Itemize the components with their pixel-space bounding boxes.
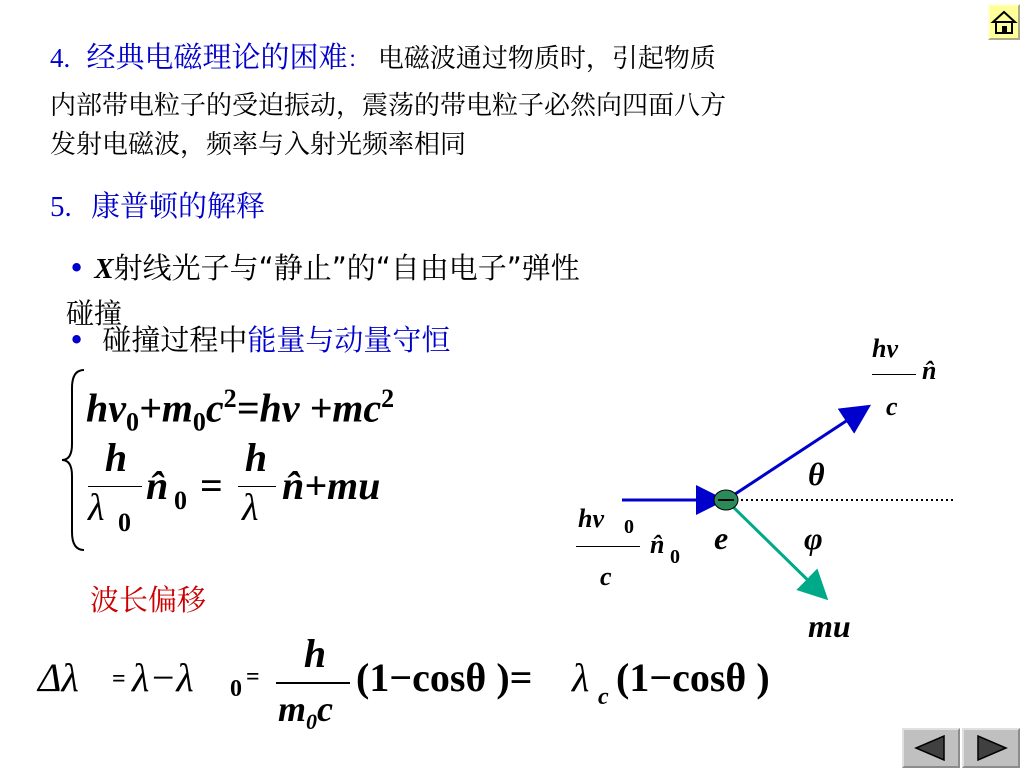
bullet1: [68, 246, 580, 287]
home-button[interactable]: [988, 4, 1020, 40]
next-slide-button[interactable]: [962, 728, 1020, 768]
item4-body-line2: 内部带电粒子的受迫振动，震荡的带电粒子必然向四面八方: [50, 91, 727, 121]
shift-den-c: c: [317, 689, 333, 729]
energy-plus-m: +m: [139, 385, 193, 431]
item4-colon: ：: [347, 48, 370, 73]
item5-heading: 康普顿的解释: [90, 189, 265, 223]
bullet1-text: 射线光子与“静止”的“自由电子”弹性: [113, 251, 580, 285]
energy-sub0b: 0: [192, 407, 206, 437]
shift-eq1: =: [112, 666, 126, 692]
bullet-dot: •: [68, 323, 86, 357]
prev-slide-button[interactable]: [902, 728, 960, 768]
item5-heading-row: [50, 184, 265, 225]
mom-lambda-sub: 0: [118, 508, 131, 537]
scattered-n: n̂: [922, 356, 937, 385]
bullet2-text: 碰撞过程中: [102, 323, 248, 357]
incident-bar: [576, 546, 640, 547]
shift-den: [278, 688, 333, 735]
mom-lambda: λ: [88, 487, 105, 529]
energy-sq2: 2: [381, 384, 395, 413]
scattered-c: c: [886, 392, 898, 421]
energy-sq: 2: [223, 384, 237, 413]
compton-diagram: [560, 330, 980, 650]
bullet1-x: X: [94, 253, 114, 285]
wavelength-shift-label: 波长偏移: [90, 583, 207, 617]
item5-number: 5.: [50, 191, 72, 223]
item4-body-line1: 电磁波通过物质时，引起物质: [377, 44, 716, 74]
shift-bar: [276, 682, 350, 684]
shift-delta: Δλ: [38, 655, 79, 700]
home-icon: [990, 6, 1018, 38]
shift-lamc: λ: [572, 655, 590, 700]
shift-eq2: =: [246, 664, 260, 690]
scattered-photon-arrow: [726, 408, 866, 500]
mom-eq: =: [200, 463, 223, 508]
electron-momentum-label: mu⃗: [808, 608, 876, 644]
mom-lambda2: λ: [242, 487, 259, 529]
incident-hnu: hν: [578, 504, 604, 533]
item4-body-line3: 发射电磁波，频率与入射光频率相同: [50, 130, 467, 160]
bullet2-highlight: 能量与动量守恒: [247, 323, 451, 357]
energy-equation: [86, 384, 394, 437]
mom-n0: n̂: [146, 463, 169, 508]
mom-h2: h: [244, 435, 268, 480]
scattered-bar: [872, 374, 916, 375]
phi-label: φ: [804, 520, 823, 556]
incident-n-sub: 0: [670, 546, 680, 568]
triangle-right-icon: [964, 730, 1018, 766]
incident-n: n̂: [650, 530, 665, 559]
shift-csub: c: [598, 684, 609, 710]
mom-h1: h: [104, 435, 128, 480]
energy-lhs: hν: [86, 385, 126, 431]
theta-label: θ: [808, 456, 825, 492]
bullet-dot: •: [68, 251, 86, 285]
electron-label: e: [714, 520, 729, 556]
shift-sub0: 0: [230, 676, 242, 702]
item4-number: 4.: [50, 43, 71, 73]
mom-n0-sub: 0: [174, 486, 187, 515]
triangle-left-icon: [904, 730, 958, 766]
energy-sub0: 0: [126, 407, 139, 437]
shift-rest2: (1−cosθ ): [616, 655, 770, 700]
item4-paragraph: [50, 38, 970, 80]
shift-den-sub: 0: [306, 709, 318, 735]
shift-den-m: m: [278, 689, 307, 729]
incident-c: c: [600, 562, 612, 591]
shift-rest1: (1−cosθ )=: [356, 655, 533, 700]
incident-hnu-sub: 0: [624, 516, 634, 538]
scattered-hnu: hν: [872, 334, 898, 363]
shift-lam: λ−λ: [132, 655, 194, 700]
energy-c: c: [205, 385, 224, 431]
bullet1-wrap: 碰撞: [66, 297, 123, 330]
bullet2: [68, 318, 450, 359]
item4-heading: 经典电磁理论的困难: [86, 40, 348, 74]
shift-num: h: [303, 631, 327, 676]
energy-rhs: =hν +mc: [236, 385, 382, 431]
mom-rest: n̂+mu⃗: [282, 463, 412, 508]
